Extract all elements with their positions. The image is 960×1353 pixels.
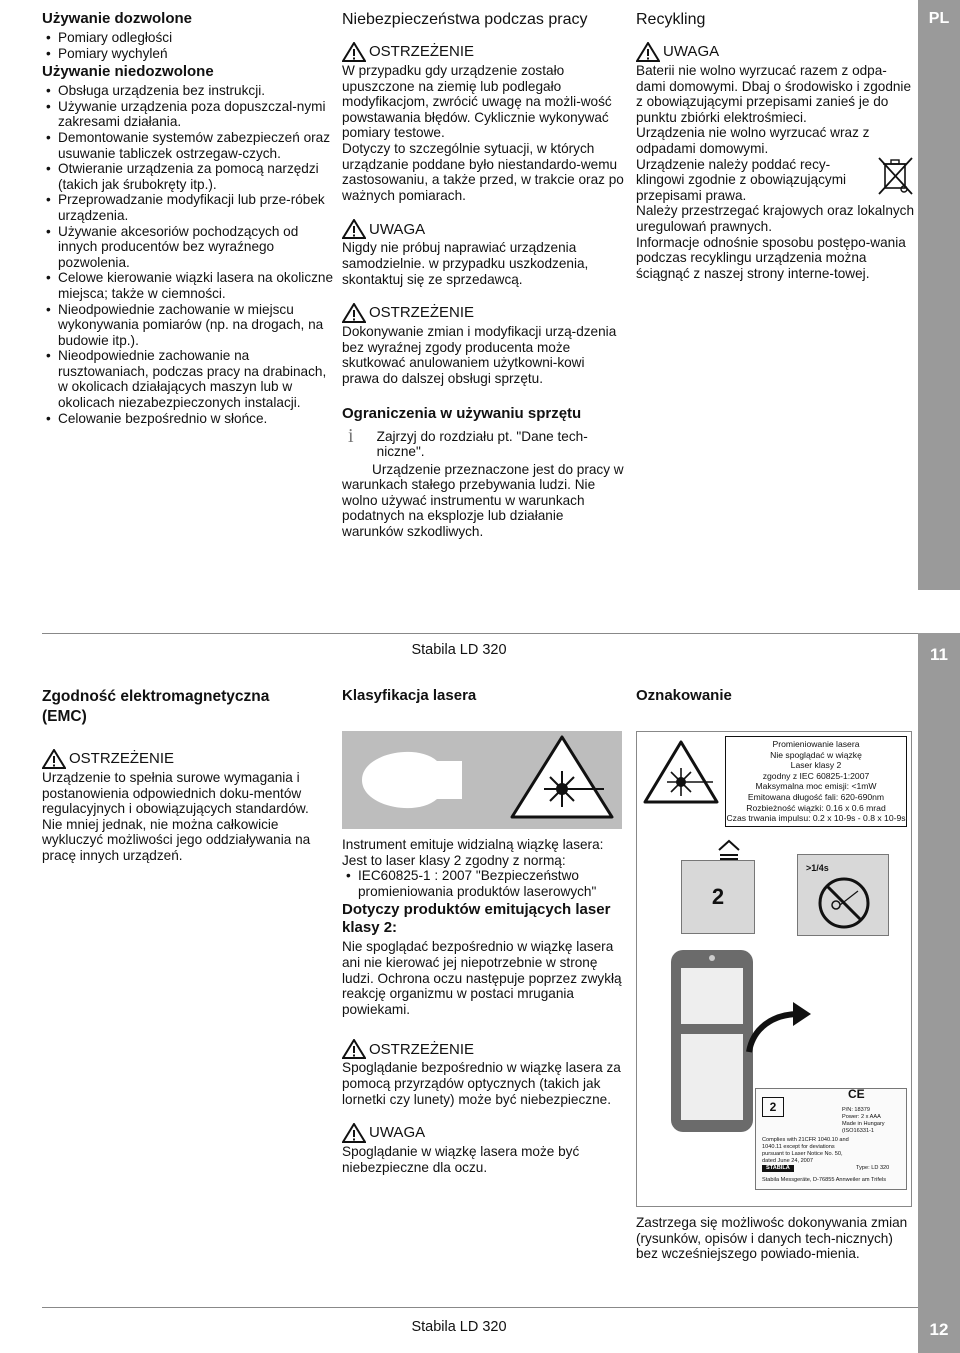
disclaimer-text: Zastrzega się możliwośc dokonywania zmian (rysunków, opisów i danych tech-nicznych) bez wcześniejszego powiado-mienia. — [636, 1215, 908, 1262]
list-item: • Przeprowadzanie modyfikacji lub prze-róbek urządzenia. — [42, 192, 334, 223]
warning-icon — [342, 219, 366, 239]
list-item: • Używanie akcesoriów pochodzących od innych producentów bez wyraźnego pozwolenia. — [42, 224, 334, 271]
side-tab — [918, 677, 960, 1353]
warning-heading: OSTRZEŻENIE — [342, 42, 624, 62]
warning-icon — [636, 42, 660, 62]
type-plate — [755, 1088, 907, 1190]
limits-text: Urządzenie przeznaczone jest do pracy w warunkach stałego przebywania ludzi. Nie wolno używać instrumentu w warunkach podatnych na eksplozje lub działanie warunków szkodliwych. — [342, 461, 624, 540]
laser-warning-icon — [641, 738, 721, 806]
warning-text: W przypadku gdy urządzenie zostało upuszczone na ziemię lub podlegało modyfikacjom, zwrócić uwagę na możli-wość powstawania błędów. Cyklicznie wykonywać pomiary testowe. — [342, 63, 612, 141]
list-item: • Nieodpowiednie zachowanie w miejscu wykonywania pomiarów (np. na drogach, na budowie itp.). — [42, 302, 334, 349]
emc-column — [42, 687, 334, 864]
label-line: Maksymalna moc emisji: <1mW — [755, 781, 877, 792]
marking-heading: Oznakowanie — [636, 687, 732, 704]
warning-text: Dotyczy to szczególnie sytuacji, w których urządzanie poddane było niestandardo-wemu zastosowaniu, a także przed, w trakcie oraz po ważnych pomiarach. — [342, 140, 624, 203]
list-item: • Nieodpowiednie zachowanie na rusztowaniach, podczas pracy na drabinach, w okolicach działających maszyn lub w okolicach niezabezpieczonych instalacji. — [42, 348, 334, 410]
hazards-heading: Niebezpieczeństwa podczas pracy — [342, 11, 588, 28]
recycling-text: Informacje odnośnie sposobu postępo-wania podczas recyklingu urządzenia można ściągnąć z naszej strony interne-towej. — [636, 234, 906, 281]
warning-heading: OSTRZEŻENIE — [42, 749, 334, 769]
label-line: zgodny z IEC 60825-1:2007 — [762, 770, 870, 781]
forbidden-use-heading: Używanie niedozwolone — [42, 63, 214, 81]
caution-heading: UWAGA — [342, 1123, 624, 1143]
label-line: Laser klasy 2 — [790, 760, 842, 771]
allowed-use-list — [42, 30, 334, 61]
marking-column — [636, 687, 916, 1262]
list-item: • Otwieranie urządzenia za pomocą narzędzi (takich jak śrubokręty itp.). — [42, 161, 334, 192]
plate-address: Stabila Messgeräte, D-76855 Annweiler am Trifels — [762, 1177, 887, 1183]
warning-icon — [42, 749, 66, 769]
recycling-heading: Recykling — [636, 11, 706, 28]
emc-heading: Zgodność elektromagnetyczna (EMC) — [42, 688, 270, 725]
page-number-tab: 12 — [918, 1307, 960, 1353]
class2-heading: Dotyczy produktów emitujących laser klasy 2: — [342, 901, 611, 937]
footer-rule — [42, 633, 918, 634]
warning-heading: OSTRZEŻENIE — [342, 1039, 624, 1059]
recycling-text: Urządzenia nie wolno wyrzucać wraz z odpadami domowymi. — [636, 125, 870, 156]
usage-column — [42, 10, 334, 428]
aperture-icon — [717, 838, 741, 860]
plate-compliance: Complies with 21CFR 1040.10 and 1040.11 except for deviations pursuant to Laser Notice No. 50, dated June 24, 2007 — [762, 1137, 849, 1164]
warning-icon — [342, 1039, 366, 1059]
page-12 — [0, 677, 960, 1353]
laser-class-heading: Klasyfikacja lasera — [342, 687, 477, 704]
caution-text: Spoglądanie w wiązkę lasera może być niebezpieczne dla oczu. — [342, 1144, 580, 1175]
warning-icon — [342, 42, 366, 62]
laser-label — [725, 736, 907, 827]
warning-text: Dokonywanie zmian i modyfikacji urzą-dzenia bez wyraźnej zgody producenta może skutkować anulowaniem użytkowni-kowi prawa do dalszej obsługi sprzętu. — [342, 324, 617, 386]
pulse-duration: >1/4s — [806, 863, 829, 873]
class-2-badge: 2 — [681, 860, 755, 934]
emc-text: Urządzenie to spełnia surowe wymagania i postanowienia odpowiednich doku-mentów regulacyjnych i obowiązujących standardów. — [42, 770, 309, 817]
no-look-icon — [816, 875, 872, 931]
recycling-column — [636, 10, 916, 281]
caution-heading: UWAGA — [636, 42, 916, 62]
label-line: Promieniowanie lasera — [772, 739, 860, 749]
warning-icon — [342, 1123, 366, 1143]
allowed-use-heading: Używanie dozwolone — [42, 10, 193, 27]
list-item: • Pomiary wychyleń — [42, 46, 334, 62]
page-number-tab: 11 — [918, 633, 960, 677]
info-icon: i — [348, 424, 354, 447]
plate-type: Type: LD 320 — [856, 1165, 890, 1171]
list-item: • Obsługa urządzenia bez instrukcji. — [42, 83, 334, 99]
plate-iso: (ISO16331-1 — [842, 1128, 875, 1134]
label-line: Nie spoglądać w wiązkę — [770, 749, 862, 760]
page-footer: Stabila LD 320 — [411, 1319, 507, 1335]
label-line: Emitowana długość fali: 620-690nm — [747, 791, 885, 802]
label-line: Rozbieżność wiązki: 0.16 x 0.6 mrad — [746, 802, 886, 813]
plate-brand: STABILA — [762, 1165, 794, 1172]
weee-block — [636, 157, 916, 204]
warning-text: Spoglądanie bezpośrednio w wiązkę lasera za pomocą przyrządów optycznych (takich jak lornetki czy lunety) może być niebezpieczne. — [342, 1060, 621, 1107]
list-item: • Używanie urządzenia poza dopuszczal-nymi zakresami działania. — [42, 99, 334, 130]
plate-made: Made in Hungary — [842, 1121, 885, 1127]
list-item: • Celowe kierowanie wiązki lasera na okoliczne miejsca; także w ciemności. — [42, 270, 334, 301]
recycling-text: Należy przestrzegać krajowych oraz lokalnych uregulowań prawnych. — [636, 203, 915, 234]
list-item: • Celowanie bezpośrednio w słońce. — [42, 411, 334, 427]
laser-text: Nie spoglądać bezpośrednio w wiązkę lasera ani nie kierować jej niepotrzebnie w stronę ludzi. Ochrona oczu następuje poprzez zwykłą reakcję organizmu w postaci mrugania powiekami. — [342, 939, 622, 1017]
recycling-text: Urządzenie należy poddać recy-klingowi zgodnie z obowiązującymi przepisami prawa. — [636, 156, 847, 203]
plate-power: Power: 2 x AAA — [842, 1114, 881, 1120]
limits-heading: Ograniczenia w używaniu sprzętu — [342, 404, 582, 422]
laser-text: Instrument emituje widzialną wiązkę lasera: — [342, 837, 604, 852]
list-item: • Demontowanie systemów zabezpieczeń oraz usuwanie tabliczek ostrzegaw-czych. — [42, 130, 334, 161]
hazards-column — [342, 10, 624, 540]
laser-class-column — [342, 687, 624, 1175]
footer-rule — [42, 1307, 918, 1308]
recycling-text: Baterii nie wolno wyrzucać razem z odpa-dami domowymi. Dbaj o środowisko i zgodnie z obowiązującymi przepisami zanieś je do punktu zbiórki elektrośmieci. — [636, 63, 912, 125]
marking-figure — [636, 731, 912, 1207]
crossed-bin-icon — [876, 155, 916, 197]
list-item: • Pomiary odległości — [42, 30, 334, 46]
plate-class-badge: 2 — [762, 1097, 784, 1117]
list-item: • IEC60825-1 : 2007 "Bezpieczeństwo promieniowania produktów laserowych" — [342, 868, 624, 899]
norm-list — [342, 868, 624, 899]
warning-icon — [342, 303, 366, 323]
plate-pn: P/N: 18379 — [842, 1107, 870, 1113]
language-tab: PL — [918, 0, 960, 590]
laser-text: Jest to laser klasy 2 zgodny z normą: — [342, 852, 566, 868]
no-stare-sign — [797, 854, 889, 936]
page-footer: Stabila LD 320 — [411, 642, 507, 658]
caution-heading: UWAGA — [342, 219, 624, 239]
forbidden-use-list — [42, 83, 334, 426]
label-line: Czas trwania impulsu: 0.2 x 10-9s - 0.8 x 10-9s — [726, 813, 906, 824]
laser-device-figure — [342, 731, 622, 829]
caution-text: Nigdy nie próbuj naprawiać urządzenia samodzielnie. w przypadku uszkodzenia, skontaktuj się ze sprzedawcą. — [342, 240, 589, 287]
emc-text: Nie mniej jednak, nie można całkowicie wykluczyć możliwości jego oddziaływania na pracę innych urządzeń. — [42, 816, 311, 863]
ce-mark: CE — [848, 1088, 865, 1101]
info-note: i Zajrzyj do rozdziału pt. "Dane tech-niczne". — [342, 429, 624, 460]
pointer-arrow-icon — [743, 1000, 813, 1060]
warning-heading: OSTRZEŻENIE — [342, 303, 624, 323]
